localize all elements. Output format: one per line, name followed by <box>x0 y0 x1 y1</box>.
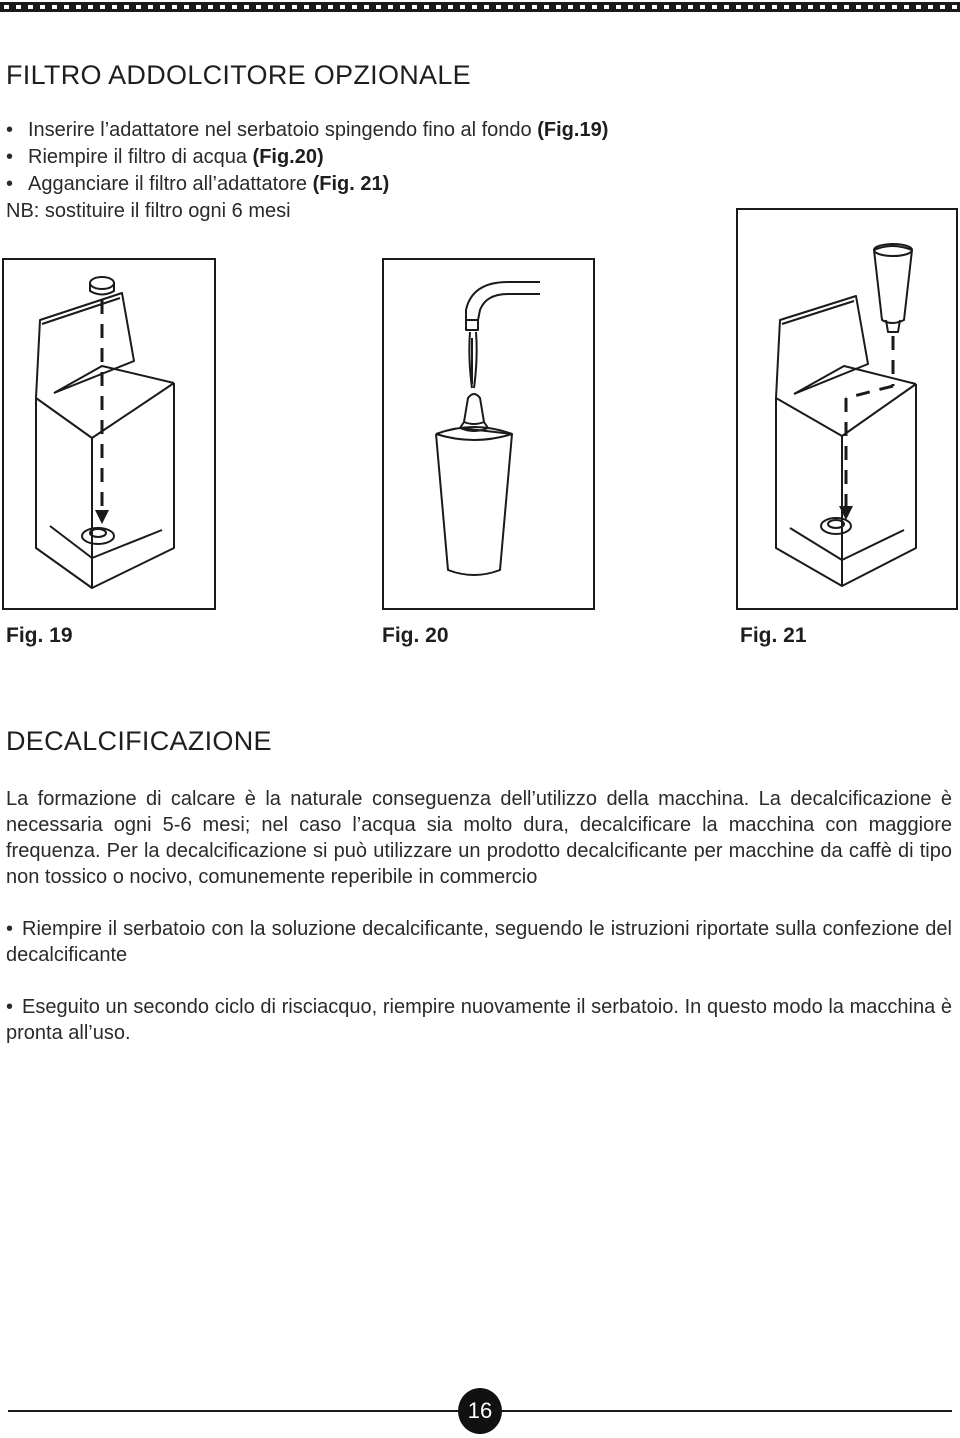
list-item-text: Riempire il filtro di acqua <box>28 146 253 168</box>
bullet-glyph: • <box>6 173 14 195</box>
bullet-glyph: • <box>6 146 14 168</box>
filter-section-title: FILTRO ADDOLCITORE OPZIONALE <box>6 60 471 90</box>
bullet-glyph: • <box>6 918 14 940</box>
figure-21-caption: Fig. 21 <box>740 624 807 647</box>
bullet-glyph: • <box>6 119 14 141</box>
figure-20-caption: Fig. 20 <box>382 624 449 647</box>
descaling-section-title: DECALCIFICAZIONE <box>6 726 272 756</box>
top-decorative-rule <box>0 0 960 14</box>
list-item-text: Inserire l’adattatore nel serbatoio spingendo fino al fondo <box>28 119 538 141</box>
page-footer <box>0 1386 960 1436</box>
step-text: Riempire il serbatoio con la soluzione decalcificante, seguendo le istruzioni riportate sulla confezione del decalcificante <box>6 918 952 966</box>
figure-reference: (Fig. 21) <box>312 173 390 195</box>
figure-19-caption: Fig. 19 <box>6 624 73 647</box>
figure-20-illustration <box>382 258 595 610</box>
filter-note: NB: sostituire il filtro ogni 6 mesi <box>6 200 291 222</box>
list-item <box>6 144 608 171</box>
list-item <box>6 171 608 198</box>
page-number: 16 <box>467 1398 493 1423</box>
filter-instructions-list <box>6 117 608 225</box>
descaling-paragraph: La formazione di calcare è la naturale conseguenza dell’utilizzo della macchina. La decalcificazione è necessaria ogni 5-6 mesi; nel caso l’acqua sia molto dura, decalcificare la macchina con maggiore frequenza. Per la decalcificazione si può utilizzare un prodotto decalcificante per macchine da caffè di tipo non tossico o nocivo, comunemente reperibile in commercio <box>6 788 952 888</box>
bullet-glyph: • <box>6 996 14 1018</box>
figure-19-illustration <box>2 258 216 610</box>
descaling-step-1 <box>6 916 952 968</box>
figure-reference: (Fig.19) <box>537 119 609 141</box>
list-item <box>6 117 608 144</box>
step-text: Eseguito un secondo ciclo di risciacquo, riempire nuovamente il serbatoio. In questo modo la macchina è pronta all’uso. <box>6 996 952 1044</box>
figure-21-illustration <box>736 208 958 610</box>
descaling-step-2 <box>6 994 952 1046</box>
list-item-text: Agganciare il filtro all’adattatore <box>28 173 313 195</box>
figure-reference: (Fig.20) <box>252 146 324 168</box>
